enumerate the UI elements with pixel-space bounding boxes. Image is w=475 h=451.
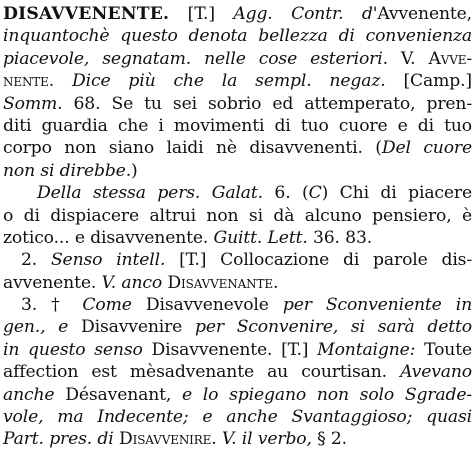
entry-line — [3, 70, 472, 92]
entry-text-run: Désavenant, — [54, 384, 182, 405]
entry-line — [3, 384, 472, 406]
entry-text-run: zotico... e disavvenente. — [3, 227, 214, 248]
entry-line — [3, 227, 472, 249]
entry-text-run: Dice più che la sempl. negaz. — [72, 71, 386, 92]
entry-text-run: [T.] Collocazione di parole dis- — [165, 250, 472, 271]
entry-text-run: Avevano — [400, 362, 472, 383]
entry-text-run: corpo non siano laidi nè disavvenenti. ( — [3, 138, 382, 159]
entry-text-run: Disavvenire — [118, 429, 212, 450]
entry-text-run: Senso intell. — [50, 250, 166, 271]
entry-text-run: V. anco — [101, 272, 163, 293]
entry-line — [3, 182, 472, 204]
entry-line — [3, 48, 472, 70]
entry-text-run: vole, ma Indecente; e anche Svantaggioso; — [3, 407, 413, 428]
entry-text-run: anche — [3, 384, 55, 405]
entry-line — [3, 205, 472, 227]
entry-text-run: Disavvenire — [68, 317, 195, 338]
entry-text-run: non si direbbe. — [3, 160, 132, 181]
entry-text-run: inquantochè questo denota bellezza di convenienza — [3, 26, 472, 47]
entry-line — [3, 3, 472, 25]
entry-text-run: 36. 83. — [307, 227, 373, 248]
entry-text-run: diti guardia che i movimenti di tuo cuore e di tuo — [3, 115, 472, 136]
entry-text-run: quasi — [426, 407, 472, 428]
entry-text-run: [Camp.] — [385, 71, 472, 92]
entry-text-run: . — [48, 71, 73, 92]
entry-text-run: o di dispiacere altrui non si dà alcuno pensiero, è — [3, 205, 472, 226]
entry-line — [3, 272, 472, 294]
entry-line — [3, 137, 472, 159]
entry-line — [3, 294, 472, 316]
entry-text-run: Guitt. Lett. — [213, 227, 308, 248]
entry-line — [3, 25, 472, 47]
entry-text-run: C — [308, 183, 322, 204]
entry-text-run: per — [282, 295, 312, 316]
entry-text-run: Somm. — [3, 93, 63, 114]
entry-text-run — [412, 407, 426, 427]
entry-text-run: Sconveniente in — [325, 295, 472, 316]
entry-text-run: affection est mèsadvenante au courtisan. — [3, 362, 401, 383]
entry-text-run: 68. Se tu sei sobrio ed attemperato, pren- — [62, 93, 472, 114]
entry-line — [3, 406, 472, 428]
entry-text-run — [224, 317, 237, 337]
entry-text-run: Part. pres. di — [3, 429, 114, 450]
entry-text-run: ) — [131, 160, 138, 181]
entry-text-run: . — [211, 429, 222, 450]
entry-text-run: Montaigne: — [317, 339, 416, 360]
entry-text-run: V. il verbo, — [221, 429, 312, 450]
entry-text-run: ) Chi di piacere — [321, 183, 472, 204]
entry-text-run: gen., e — [3, 317, 69, 338]
entry-text-run: Sconvenire, si sarà detto — [236, 317, 472, 338]
entry-text-run: Disavvenante — [167, 272, 273, 293]
entry-text-run: Della stessa pers. Galat. — [37, 183, 263, 204]
entry-text-run: Disavvenente. [T.] — [142, 339, 318, 360]
entry-line — [3, 249, 472, 271]
entry-line — [3, 339, 472, 361]
dictionary-entry — [3, 3, 472, 451]
entry-line — [3, 93, 472, 115]
entry-text-run: § 2. — [311, 429, 347, 450]
entry-text-run: Del cuore — [381, 138, 473, 159]
entry-text-run: [T.] — [169, 4, 234, 24]
entry-text-run: avvenente. — [3, 272, 102, 293]
entry-text-run: 6. ( — [262, 183, 309, 204]
entry-line — [3, 428, 472, 450]
entry-line — [3, 115, 472, 137]
entry-text-run: Come — [82, 295, 132, 316]
entry-text-run — [312, 295, 326, 315]
entry-text-run: Avve- — [428, 48, 472, 69]
entry-text-run: V. — [387, 48, 429, 69]
entry-line — [3, 316, 472, 338]
entry-text-run: e lo spiegano non solo Sgrade- — [182, 384, 473, 405]
entry-line — [3, 160, 472, 182]
entry-text-run: Agg. Contr. d' — [233, 4, 378, 24]
entry-text-run: 2. — [21, 250, 51, 271]
entry-text-run: nente — [3, 71, 49, 92]
entry-text-run: piacevole, segnatam. nelle cose esteriori. — [3, 48, 388, 69]
entry-line — [3, 361, 472, 383]
entry-text-run: Avvenente, — [377, 4, 472, 24]
entry-text-run: in questo senso — [3, 339, 143, 360]
entry-text-run: per — [194, 317, 224, 338]
entry-text-run: . — [272, 272, 279, 293]
entry-text-run: Disavvenevole — [131, 295, 283, 316]
entry-text-run: Toute — [415, 339, 472, 360]
entry-headword: DISAVVENENTE. — [3, 4, 170, 24]
entry-text-run: 3. † — [21, 295, 83, 316]
